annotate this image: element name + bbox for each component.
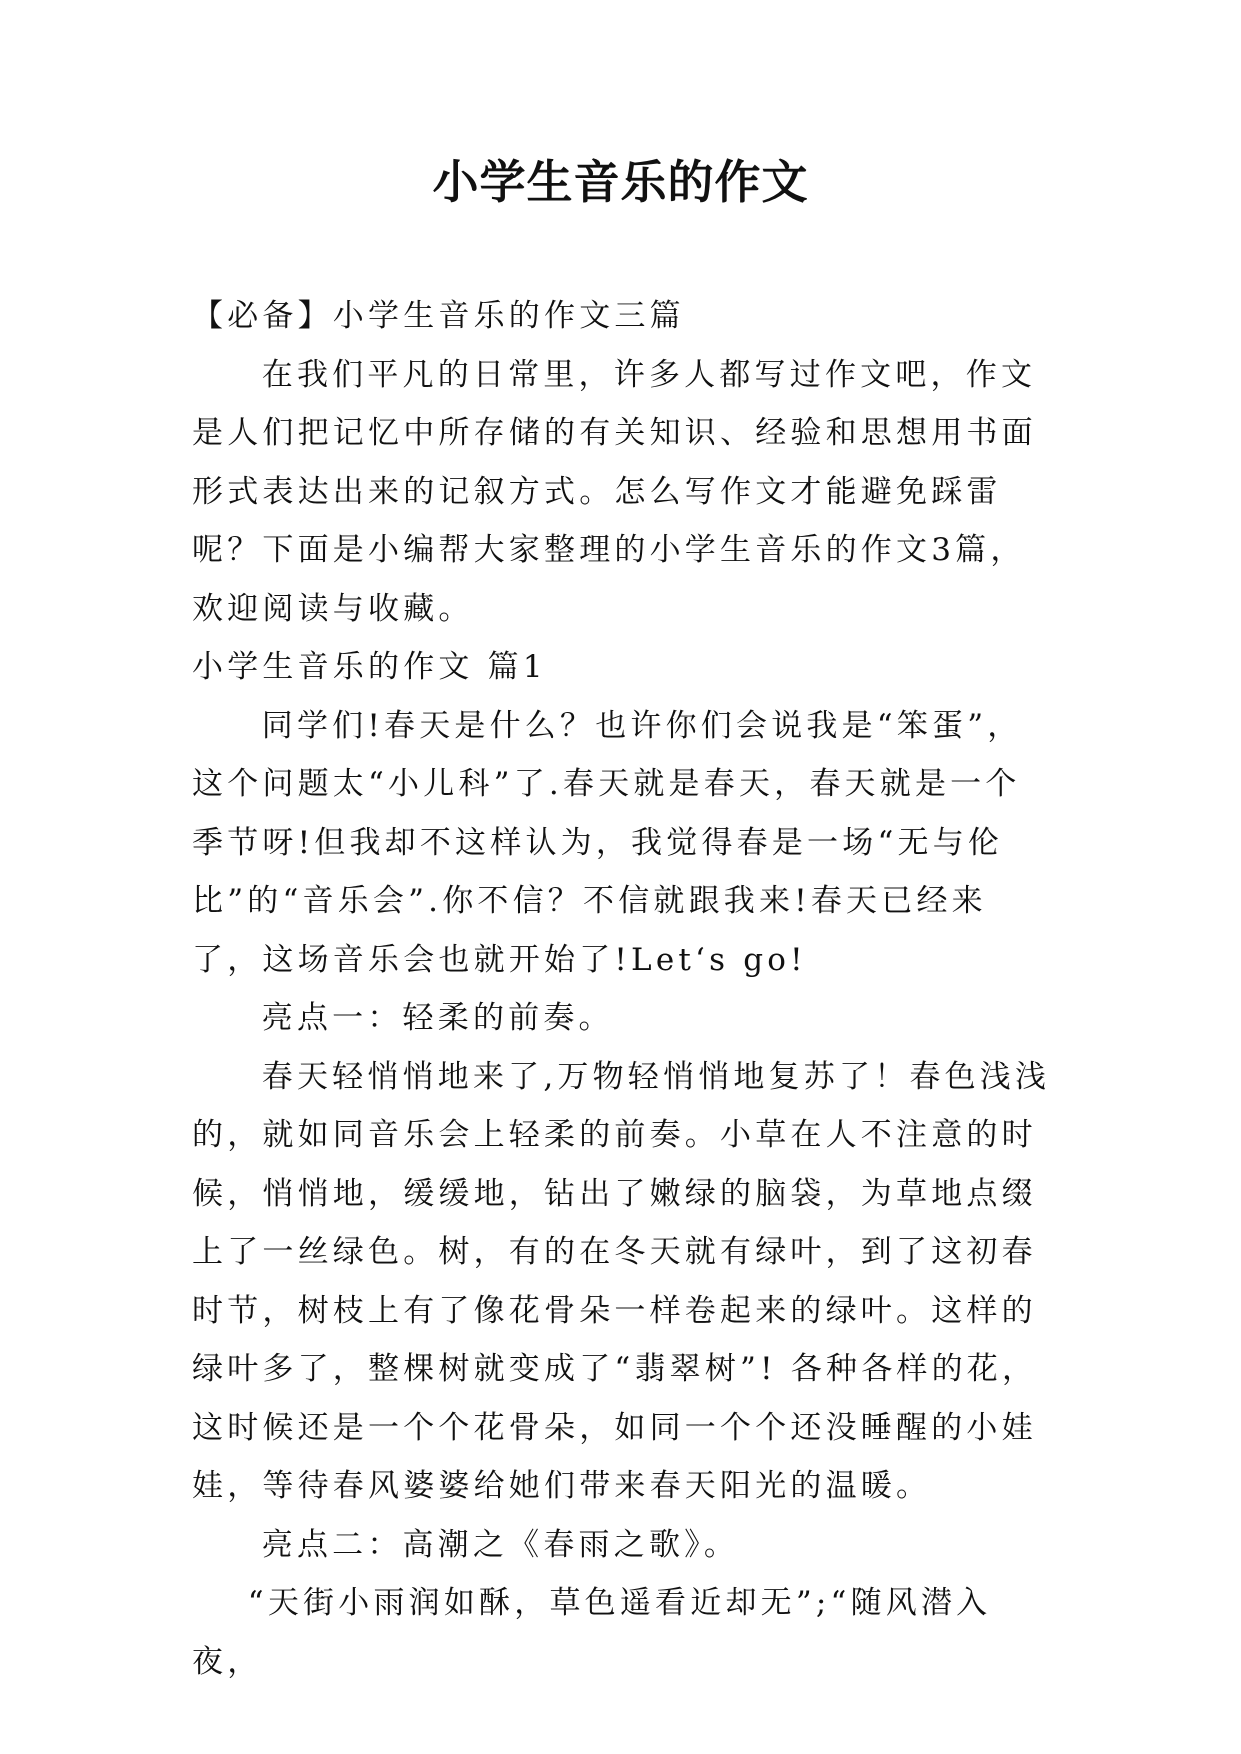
document-body bbox=[192, 287, 1052, 1691]
body-paragraph: 同学们!春天是什么？也许你们会说我是“笨蛋”，这个问题太“小儿科”了.春天就是春天，春天就是一个季节呀!但我却不这样认为，我觉得春是一场“无与伦比”的“音乐会”.你不信？不信就跟我来!春天已经来了，这场音乐会也就开始了!Let‘s go! bbox=[192, 707, 1023, 978]
subtitle-paragraph: 【必备】小学生音乐的作文三篇 bbox=[192, 298, 685, 334]
body-paragraph: 春天轻悄悄地来了,万物轻悄悄地复苏了！春色浅浅的，就如同音乐会上轻柔的前奏。小草在人不注意的时候，悄悄地，缓缓地，钻出了嫩绿的脑袋，为草地点缀上了一丝绿色。树，有的在冬天就有绿叶，到了这初春时节，树枝上有了像花骨朵一样卷起来的绿叶。这样的绿叶多了，整棵树就变成了“翡翠树”! 各种各样的花，这时候还是一个个花骨朵，如同一个个还没睡醒的小娃娃，等待春风婆婆给她们带来春天阳光的温暖。 bbox=[192, 1058, 1051, 1504]
document-title: 小学生音乐的作文 bbox=[432, 155, 809, 209]
body-paragraph: “天街小雨润如酥，草色遥看近却无”;“随风潜入夜， bbox=[192, 1585, 992, 1680]
section-heading: 小学生音乐的作文 篇1 bbox=[192, 649, 547, 685]
highlight-heading: 亮点二：高潮之《春雨之歌》。 bbox=[261, 1526, 740, 1563]
intro-paragraph: 在我们平凡的日常里，许多人都写过作文吧，作文是人们把记忆中所存储的有关知识、经验和思想用书面形式表达出来的记叙方式。怎么写作文才能避免踩雷呢？下面是小编帮大家整理的小学生音乐的作文3篇，欢迎阅读与收藏。 bbox=[192, 356, 1037, 627]
highlight-heading: 亮点一：轻柔的前奏。 bbox=[261, 1000, 614, 1036]
